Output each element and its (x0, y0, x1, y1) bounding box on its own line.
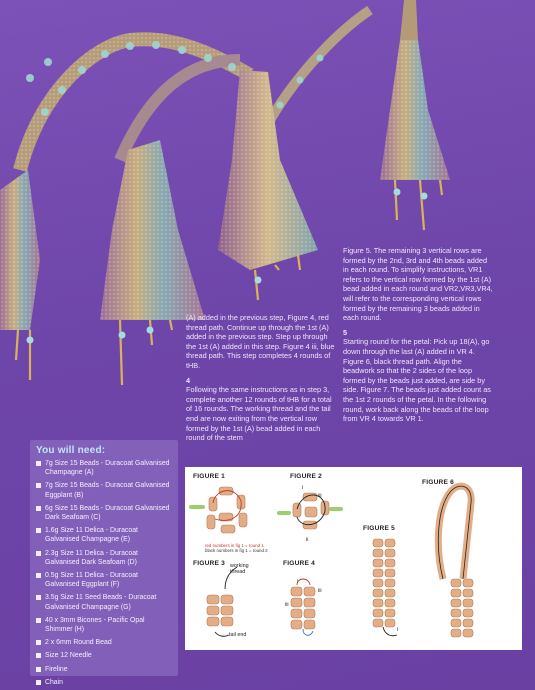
list-item: Size 12 Needle (36, 651, 174, 660)
step4-paragraph: Following the same instructions as in step 3, complete another 12 rounds of tHB for a total of 16 rounds. The working thread and the tail end are now exiting from the vertical row formed by the 1st (A) bead added in each round of the stem (186, 385, 332, 443)
list-item: 0.5g Size 11 Delica - Duracoat Galvanised Eggplant (F) (36, 571, 174, 589)
figure6-label: FIGURE 6 (422, 479, 455, 486)
step4-number: 4 (186, 375, 191, 385)
bullet-square-icon (36, 640, 41, 645)
materials-panel (30, 440, 178, 686)
figure5-paragraph: Figure 5. The remaining 3 vertical rows are formed by the 2nd, 3rd and 4th beads added in each round. To simplify instructions, VR1 refers to the vertical row formed by the 1st (A) bead added in each round and VR2,VR3,VR4, will refer to the corresponding vertical rows formed by the remaining 3 beads added in each round. (343, 246, 493, 323)
bullet-square-icon (36, 680, 41, 685)
fig2-roman-ii: ii (306, 537, 309, 543)
working-thread-label: working thread (230, 563, 249, 575)
list-item: Chain (36, 678, 174, 687)
fig2-roman-i: i (302, 485, 304, 491)
list-item: 2.3g Size 11 Delica - Duracoat Galvanised Dark Seafoam (D) (36, 549, 174, 567)
fig2-roman-iii: iii (318, 493, 322, 499)
figure1-note-red: red numbers in fig 1 = round 1 (205, 543, 264, 548)
step5-paragraph: Starting round for the petal: Pick up 18(A), go down through the last (A) added in VR 4. Figure 6, black thread path. Align the beadwork so that the 2 sides of the loop formed by the beads just added, are side by side. Figure 7. The beads just added count as the 1st 2 rounds of the petal. In the following round, work back along the beads of the loop from VR 4 towards VR 1. (343, 337, 491, 424)
materials-title: You will need: (36, 445, 106, 456)
tail-end-label: tail end (229, 632, 247, 638)
bullet-square-icon (36, 595, 41, 600)
figure1-note-black: black numbers in fig 1 = round 2 (205, 548, 268, 553)
figure2-label: FIGURE 2 (290, 473, 323, 480)
list-item: Fireline (36, 665, 174, 674)
bullet-square-icon (36, 551, 41, 556)
fig4-roman-iii-right: iii (318, 588, 322, 594)
bullet-square-icon (36, 653, 41, 658)
bullet-square-icon (36, 667, 41, 672)
materials-list (30, 459, 178, 687)
bullet-square-icon (36, 461, 41, 466)
bullet-square-icon (36, 506, 41, 511)
figure1-label: FIGURE 1 (193, 473, 226, 480)
bullet-square-icon (36, 528, 41, 533)
list-item: 7g Size 15 Beads - Duracoat Galvanised Eggplant (B) (36, 481, 174, 499)
instructions-left-column (186, 313, 336, 448)
figure5-label: FIGURE 5 (363, 525, 396, 532)
list-item: 3.5g Size 11 Seed Beads - Duracoat Galvanised Champagne (G) (36, 593, 174, 611)
step3-continued-paragraph: (A) added in the previous step, Figure 4, red thread path. Continue up through the 1st (A) added in the previous step. Step up through the 1st (A) added in this step. Figure 4 iii, blue thread path. This step completes 4 rounds of tHB. (186, 313, 335, 370)
list-item: 1.6g Size 11 Delica - Duracoat Galvanised Champagne (E) (36, 526, 174, 544)
bead-diagrams (185, 467, 522, 650)
list-item: 7g Size 15 Beads - Duracoat Galvanised Champagne (A) (36, 459, 174, 477)
figure4-label: FIGURE 4 (283, 560, 316, 567)
list-item: 2 x 6mm Round Bead (36, 638, 174, 647)
fig5-roman-i: i (397, 627, 399, 633)
figures-panel (185, 467, 522, 650)
bullet-square-icon (36, 618, 41, 623)
figure3-label: FIGURE 3 (193, 560, 226, 567)
step5-number: 5 (343, 327, 348, 337)
instructions-right-column (343, 246, 493, 429)
list-item: 6g Size 15 Beads - Duracoat Galvanised Dark Seafoam (C) (36, 504, 174, 522)
list-item: 40 x 3mm Bicones - Pacific Opal Shimmer (H) (36, 616, 174, 634)
fig4-roman-iii: iii (285, 602, 289, 608)
fig4-roman-i: i (297, 579, 299, 585)
bullet-square-icon (36, 483, 41, 488)
bullet-square-icon (36, 573, 41, 578)
